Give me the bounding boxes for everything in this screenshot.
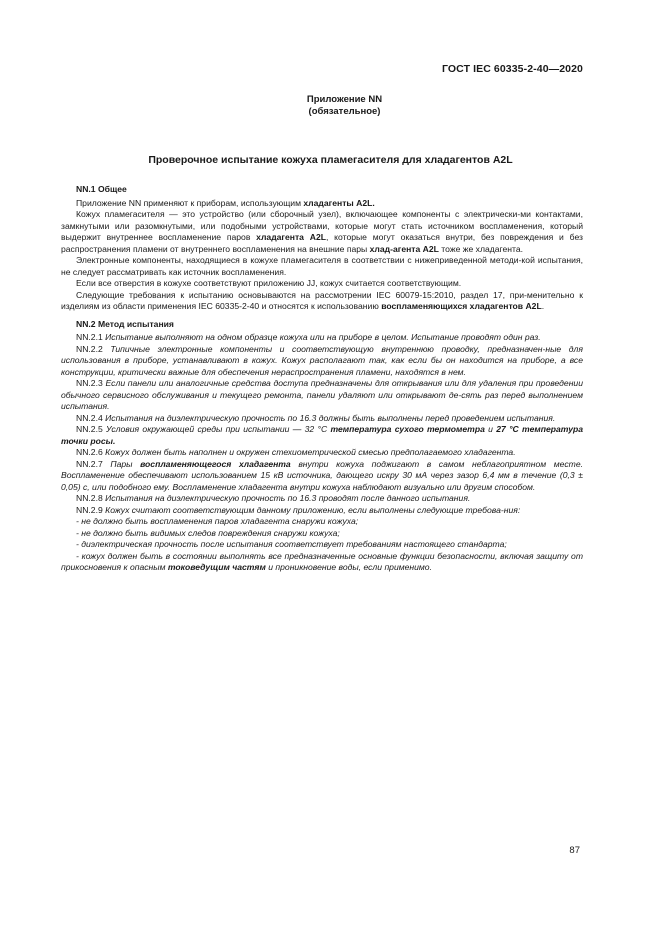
clause-nn-2-7: NN.2.7 Пары воспламеняющегося хладагента внутри кожуха поджигают в самом неблагоприятном месте. Воспламенение обеспечивают использованием 15 кВ источника, дающего искру 30 мА через зазор 6,4 мм в течение (0,3 ± 0,05) с, или подобного ему. Воспламенение хладагента внутри кожуха наблюдают визуально или другим способом.	[61, 458, 583, 492]
list-item: - диэлектрическая прочность после испытания соответствует требованиям настоящего стандарта;	[76, 539, 507, 549]
clause-nn-2-4: NN.2.4 Испытания на диэлектрическую прочность по 16.3 должны быть выполнены перед проведением испытания.	[76, 412, 556, 423]
clause-nn-2-6: NN.2.6 Кожух должен быть наполнен и окружен стехиометрической смесью предполагаемого хладагента.	[76, 447, 516, 457]
annex-heading	[0, 94, 661, 118]
paragraph: Приложение NN применяют к приборам, использующим хладагенты A2L.	[76, 197, 375, 208]
page-number: 87	[569, 845, 580, 856]
clause-nn-2-1: NN.2.1 Испытание выполняют на одном образце кожуха или на приборе в целом. Испытание проводят один раз.	[76, 332, 541, 342]
annex-title: Приложение NN	[306, 94, 383, 105]
section-heading-nn2: NN.2 Метод испытания	[76, 318, 174, 329]
list-item: - кожух должен быть в состоянии выполнять все предназначенные основные функции безопасности, включая защиту от прикосновения к опасным токоведущим частям и проникновение воды, если применимо.	[61, 550, 583, 572]
clause-nn-2-9: NN.2.9 Кожух считают соответствующим данному приложению, если выполнены следующие требова-ния:	[76, 504, 521, 515]
annex-status: (обязательное)	[308, 106, 381, 117]
paragraph: Следующие требования к испытанию основываются на рассмотрении IEC 60079-15:2010, раздел 17, при-менительно к изделиям из области применения IEC 60335-2-40 и относятся к использованию воспламеняющихся хладагентов A2L.	[61, 289, 583, 311]
list-item: - не должно быть воспламенения паров хладагента снаружи кожуха;	[76, 516, 359, 526]
clause-nn-2-8: NN.2.8 Испытания на диэлектрическую прочность по 16.3 проводят после данного испытания.	[76, 493, 471, 503]
section-heading-nn1: NN.1 Общее	[76, 184, 127, 194]
paragraph: Электронные компоненты, находящиеся в кожухе пламегасителя в соответствии с нижеприведенной методи-кой испытания, не следует рассматривать как источник воспламенения.	[61, 255, 583, 277]
paragraph: Кожух пламегасителя — это устройство (или сборочный узел), включающее компоненты с электрически-ми контактами, замкнутыми или разомкнутыми, или подобными устройствами, которые могут стать источником воспламенения, который выдержит внутреннее воспламенение паров хладагента A2L, которые могут оказаться внутри, без повреждения и без распространения пламени от внутреннего воспламенения на внешние пары хлад-агента A2L тоже же хладагента.	[61, 209, 583, 254]
clause-nn-2-2: NN.2.2 Типичные электронные компоненты и соответствующую внутреннюю проводку, предназначен-ные для использования в приборе, устанавливают в кожух. Кожух располагают так, как если бы он находится на приборе, а все конструкции, критически важные для обеспечения нераспространения пламени, находятся в нем.	[61, 343, 583, 377]
clause-nn-2-3: NN.2.3 Если панели или аналогичные средства доступа предназначены для открывания или для удаления при проведении обычного сервисного обслуживания и текущего ремонта, панели удаляют или открывают де-сять раз перед выполнением испытания.	[61, 378, 583, 411]
document-title: Проверочное испытание кожуха пламегасителя для хладагентов A2L	[148, 154, 513, 166]
document-body	[61, 184, 583, 574]
clause-nn-2-5: NN.2.5 Условия окружающей среды при испытании — 32 °С температура сухого термометра и 27 °С температура точки росы.	[61, 424, 584, 446]
paragraph: Если все отверстия в кожухе соответствуют приложению JJ, кожух считается соответствующим.	[76, 278, 462, 288]
list-item: - не должно быть видимых следов повреждения снаружи кожуха;	[76, 527, 340, 538]
standard-designation: ГОСТ IEC 60335-2-40—2020	[441, 63, 583, 75]
